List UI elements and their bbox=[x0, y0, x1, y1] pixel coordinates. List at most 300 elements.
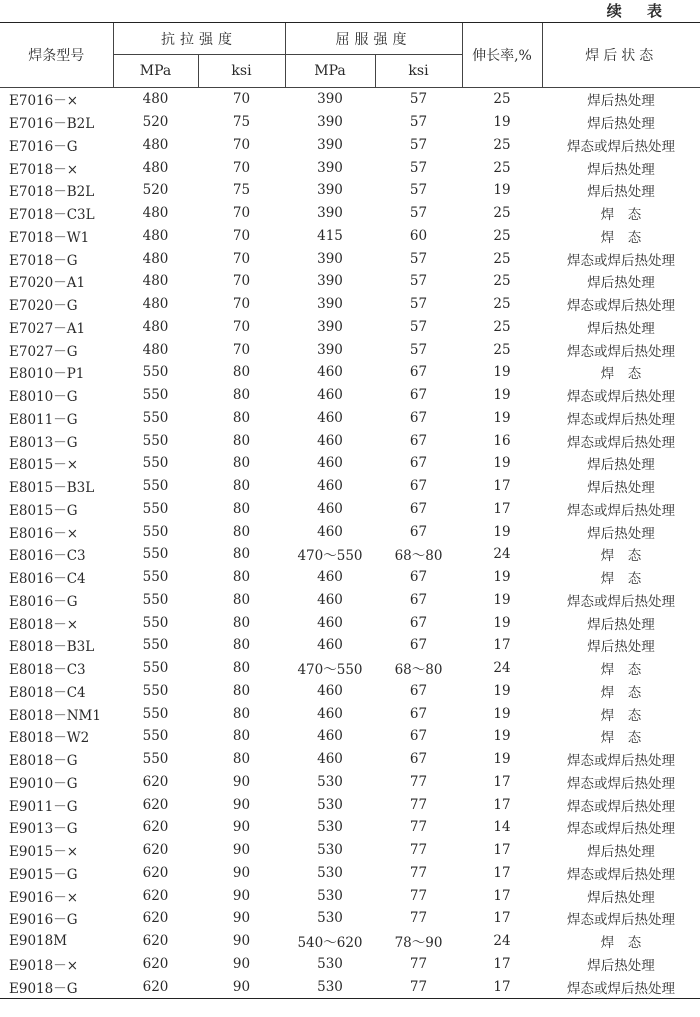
cell-state: 焊态或焊后热处理 bbox=[567, 798, 675, 815]
cell-yield-mpa: 460 bbox=[317, 728, 343, 745]
cell-model: E9010－G bbox=[9, 775, 78, 792]
cell-state: 焊 态 bbox=[600, 207, 642, 224]
cell-tensile-ksi: 70 bbox=[232, 227, 251, 244]
table-row bbox=[0, 225, 700, 248]
cell-state: 焊后热处理 bbox=[587, 889, 655, 906]
cell-yield-mpa: 530 bbox=[317, 842, 343, 859]
cell-state: 焊态或焊后热处理 bbox=[567, 411, 675, 428]
cell-tensile-mpa: 480 bbox=[142, 250, 169, 267]
cell-tensile-mpa: 550 bbox=[142, 455, 169, 472]
cell-yield-ksi: 68～80 bbox=[394, 662, 443, 679]
cell-model: E9016－G bbox=[9, 912, 78, 929]
cell-elongation: 19 bbox=[493, 614, 511, 631]
header-tensile-ksi: ksi bbox=[198, 55, 285, 88]
cell-tensile-mpa: 550 bbox=[142, 682, 169, 699]
table-row bbox=[0, 793, 700, 816]
cell-yield-ksi: 68～80 bbox=[394, 548, 443, 565]
cell-tensile-mpa: 550 bbox=[142, 523, 169, 540]
cell-elongation: 25 bbox=[493, 91, 511, 108]
cell-yield-ksi: 67 bbox=[409, 387, 428, 404]
cell-yield-ksi: 77 bbox=[409, 773, 428, 790]
cell-state: 焊后热处理 bbox=[587, 480, 655, 497]
cell-state: 焊后热处理 bbox=[587, 616, 655, 633]
cell-yield-mpa: 415 bbox=[317, 227, 343, 244]
table-row bbox=[0, 953, 700, 976]
cell-tensile-mpa: 620 bbox=[142, 773, 169, 790]
cell-model: E9015－× bbox=[9, 844, 79, 861]
cell-tensile-ksi: 70 bbox=[232, 91, 251, 108]
cell-tensile-ksi: 80 bbox=[232, 455, 251, 472]
cell-tensile-mpa: 550 bbox=[142, 569, 169, 586]
cell-model: E9018M bbox=[9, 933, 68, 950]
cell-yield-mpa: 460 bbox=[317, 751, 343, 768]
cell-tensile-ksi: 80 bbox=[232, 728, 251, 745]
cell-yield-mpa: 460 bbox=[317, 409, 343, 426]
cell-yield-mpa: 530 bbox=[317, 887, 343, 904]
cell-yield-mpa: 460 bbox=[317, 523, 343, 540]
cell-state: 焊态或焊后热处理 bbox=[567, 298, 675, 315]
table-row bbox=[0, 88, 700, 111]
cell-model: E8018－G bbox=[9, 753, 78, 770]
cell-elongation: 19 bbox=[493, 182, 511, 199]
table-row bbox=[0, 520, 700, 543]
cell-model: E8011－G bbox=[9, 411, 78, 428]
cell-yield-mpa: 530 bbox=[285, 975, 375, 998]
cell-elongation: 17 bbox=[462, 975, 542, 998]
cell-yield-mpa: 460 bbox=[317, 614, 343, 631]
table-row bbox=[0, 771, 700, 794]
table-row bbox=[0, 657, 700, 680]
cell-tensile-mpa: 550 bbox=[142, 637, 169, 654]
cell-tensile-ksi: 80 bbox=[232, 591, 251, 608]
cell-yield-ksi: 57 bbox=[409, 136, 428, 153]
table-row bbox=[0, 475, 700, 498]
cell-tensile-mpa: 620 bbox=[142, 864, 169, 881]
cell-yield-mpa: 540～620 bbox=[297, 935, 363, 952]
cell-yield-ksi: 67 bbox=[409, 751, 428, 768]
cell-elongation: 19 bbox=[493, 387, 511, 404]
cell-tensile-mpa: 480 bbox=[142, 159, 169, 176]
cell-elongation: 17 bbox=[493, 842, 511, 859]
cell-tensile-ksi: 70 bbox=[232, 296, 251, 313]
cell-state: 焊 态 bbox=[600, 684, 642, 701]
cell-yield-ksi: 67 bbox=[409, 523, 428, 540]
cell-tensile-ksi: 80 bbox=[232, 546, 251, 563]
cell-tensile-mpa: 550 bbox=[142, 409, 169, 426]
cell-elongation: 25 bbox=[493, 341, 511, 358]
properties-table bbox=[0, 22, 700, 999]
header-yield-ksi: ksi bbox=[375, 55, 462, 88]
cell-state: 焊 态 bbox=[600, 229, 642, 246]
table-row bbox=[0, 907, 700, 930]
cell-tensile-mpa: 620 bbox=[142, 796, 169, 813]
cell-tensile-ksi: 70 bbox=[232, 136, 251, 153]
header-yield-mpa: MPa bbox=[285, 55, 375, 88]
cell-model: E8013－G bbox=[9, 434, 78, 451]
cell-yield-mpa: 530 bbox=[317, 773, 343, 790]
cell-yield-ksi: 67 bbox=[409, 591, 428, 608]
cell-yield-ksi: 57 bbox=[409, 159, 428, 176]
cell-elongation: 17 bbox=[493, 796, 511, 813]
cell-model: E8018－W2 bbox=[9, 730, 90, 747]
cell-model: E7018－C3L bbox=[9, 207, 95, 224]
table-row bbox=[0, 839, 700, 862]
header-state: 焊后状态 bbox=[542, 23, 700, 88]
cell-elongation: 17 bbox=[493, 773, 511, 790]
cell-yield-mpa: 460 bbox=[317, 637, 343, 654]
cell-model: E7016－× bbox=[9, 93, 79, 110]
cell-elongation: 14 bbox=[493, 819, 511, 836]
cell-yield-mpa: 460 bbox=[317, 478, 343, 495]
cell-tensile-ksi: 70 bbox=[232, 205, 251, 222]
cell-elongation: 19 bbox=[493, 364, 511, 381]
table-row bbox=[0, 566, 700, 589]
cell-model: E8010－P1 bbox=[9, 366, 85, 383]
cell-model: E8016－C3 bbox=[9, 548, 86, 565]
cell-model: E9016－× bbox=[9, 889, 79, 906]
table-row bbox=[0, 407, 700, 430]
table-row bbox=[0, 543, 700, 566]
cell-model: E8015－G bbox=[9, 502, 78, 519]
cell-model: E8018－NM1 bbox=[9, 707, 101, 724]
cell-elongation: 25 bbox=[493, 296, 511, 313]
cell-yield-ksi: 67 bbox=[409, 637, 428, 654]
cell-yield-ksi: 77 bbox=[409, 955, 428, 972]
cell-yield-mpa: 390 bbox=[317, 205, 343, 222]
table-row bbox=[0, 498, 700, 521]
cell-tensile-mpa: 480 bbox=[142, 205, 169, 222]
table-row bbox=[0, 930, 700, 953]
cell-model: E8018－C3 bbox=[9, 662, 86, 679]
cell-tensile-ksi: 90 bbox=[232, 819, 251, 836]
cell-tensile-mpa: 520 bbox=[142, 182, 169, 199]
cell-tensile-ksi: 90 bbox=[232, 842, 251, 859]
cell-yield-mpa: 460 bbox=[317, 569, 343, 586]
cell-state: 焊后热处理 bbox=[587, 275, 655, 292]
cell-state: 焊 态 bbox=[600, 366, 642, 383]
cell-tensile-ksi: 80 bbox=[232, 387, 251, 404]
cell-state: 焊态或焊后热处理 bbox=[567, 343, 675, 360]
cell-yield-mpa: 530 bbox=[317, 796, 343, 813]
cell-model: E8015－× bbox=[9, 457, 79, 474]
cell-state: 焊态或焊后热处理 bbox=[567, 821, 675, 838]
cell-yield-ksi: 77 bbox=[409, 819, 428, 836]
cell-elongation: 16 bbox=[493, 432, 511, 449]
cell-elongation: 24 bbox=[493, 933, 511, 950]
cell-tensile-mpa: 620 bbox=[142, 819, 169, 836]
cell-yield-mpa: 530 bbox=[317, 819, 343, 836]
cell-yield-mpa: 460 bbox=[317, 591, 343, 608]
cell-elongation: 19 bbox=[493, 728, 511, 745]
table-row bbox=[0, 611, 700, 634]
cell-tensile-ksi: 90 bbox=[232, 955, 251, 972]
cell-state: 焊 态 bbox=[600, 935, 642, 952]
table-row bbox=[0, 384, 700, 407]
cell-state: 焊态或焊后热处理 bbox=[567, 866, 675, 883]
cell-model: E8015－B3L bbox=[9, 480, 95, 497]
cell-yield-mpa: 390 bbox=[317, 250, 343, 267]
cell-state: 焊 态 bbox=[600, 707, 642, 724]
cell-tensile-mpa: 480 bbox=[142, 136, 169, 153]
cell-tensile-mpa: 520 bbox=[142, 114, 169, 131]
cell-elongation: 19 bbox=[493, 591, 511, 608]
cell-tensile-mpa: 550 bbox=[142, 387, 169, 404]
cell-yield-ksi: 77 bbox=[409, 796, 428, 813]
cell-elongation: 19 bbox=[493, 523, 511, 540]
cell-model: E8018－B3L bbox=[9, 639, 95, 656]
cell-model: E8018－× bbox=[9, 616, 79, 633]
cell-model: E9018－G bbox=[0, 975, 113, 998]
cell-elongation: 24 bbox=[493, 660, 511, 677]
cell-tensile-mpa: 550 bbox=[142, 478, 169, 495]
table-row bbox=[0, 680, 700, 703]
cell-state: 焊态或焊后热处理 bbox=[567, 753, 675, 770]
table-row bbox=[0, 156, 700, 179]
table-body bbox=[0, 88, 700, 999]
table-row bbox=[0, 316, 700, 339]
cell-tensile-mpa: 480 bbox=[142, 341, 169, 358]
header-elongation: 伸长率,% bbox=[462, 23, 542, 88]
cell-elongation: 17 bbox=[493, 864, 511, 881]
cell-model: E9011－G bbox=[9, 798, 78, 815]
table-row bbox=[0, 247, 700, 270]
cell-state: 焊态或焊后热处理 bbox=[567, 502, 675, 519]
table-row bbox=[0, 589, 700, 612]
cell-tensile-ksi: 90 bbox=[232, 933, 251, 950]
cell-tensile-mpa: 620 bbox=[142, 910, 169, 927]
cell-yield-ksi: 57 bbox=[409, 318, 428, 335]
cell-tensile-mpa: 550 bbox=[142, 364, 169, 381]
cell-model: E7020－A1 bbox=[9, 275, 86, 292]
cell-tensile-ksi: 70 bbox=[232, 250, 251, 267]
cell-model: E8016－C4 bbox=[9, 571, 86, 588]
table-row bbox=[0, 361, 700, 384]
cell-tensile-ksi: 80 bbox=[232, 569, 251, 586]
cell-yield-ksi: 67 bbox=[409, 478, 428, 495]
cell-tensile-mpa: 480 bbox=[142, 296, 169, 313]
cell-elongation: 17 bbox=[493, 887, 511, 904]
cell-yield-mpa: 390 bbox=[317, 341, 343, 358]
table-row bbox=[0, 975, 700, 998]
cell-yield-mpa: 460 bbox=[317, 500, 343, 517]
cell-yield-ksi: 57 bbox=[409, 114, 428, 131]
continued-label: 续 表 bbox=[606, 2, 672, 20]
cell-yield-ksi: 67 bbox=[409, 682, 428, 699]
cell-tensile-mpa: 550 bbox=[142, 660, 169, 677]
cell-yield-mpa: 470～550 bbox=[297, 662, 363, 679]
cell-elongation: 17 bbox=[493, 637, 511, 654]
cell-elongation: 25 bbox=[493, 273, 511, 290]
table-row bbox=[0, 202, 700, 225]
cell-yield-ksi: 57 bbox=[409, 273, 428, 290]
cell-yield-ksi: 67 bbox=[409, 364, 428, 381]
cell-yield-ksi: 67 bbox=[409, 728, 428, 745]
header-yield: 屈服强度 bbox=[285, 23, 462, 55]
cell-yield-ksi: 67 bbox=[409, 455, 428, 472]
cell-tensile-ksi: 90 bbox=[232, 887, 251, 904]
cell-model: E7027－A1 bbox=[9, 320, 86, 337]
cell-tensile-mpa: 480 bbox=[142, 227, 169, 244]
table-row bbox=[0, 725, 700, 748]
table-row bbox=[0, 134, 700, 157]
cell-yield-mpa: 460 bbox=[317, 387, 343, 404]
cell-yield-ksi: 78～90 bbox=[394, 935, 443, 952]
cell-state: 焊态或焊后热处理 bbox=[567, 252, 675, 269]
cell-yield-ksi: 77 bbox=[409, 842, 428, 859]
cell-tensile-mpa: 550 bbox=[142, 705, 169, 722]
cell-state: 焊后热处理 bbox=[587, 93, 655, 110]
table-row bbox=[0, 816, 700, 839]
cell-tensile-ksi: 90 bbox=[232, 864, 251, 881]
cell-model: E7020－G bbox=[9, 298, 78, 315]
cell-tensile-mpa: 480 bbox=[142, 273, 169, 290]
cell-yield-mpa: 460 bbox=[317, 455, 343, 472]
cell-yield-ksi: 67 bbox=[409, 432, 428, 449]
cell-elongation: 19 bbox=[493, 455, 511, 472]
cell-tensile-ksi: 90 bbox=[232, 796, 251, 813]
cell-tensile-ksi: 80 bbox=[232, 637, 251, 654]
cell-tensile-ksi: 80 bbox=[232, 682, 251, 699]
cell-yield-ksi: 60 bbox=[409, 227, 428, 244]
cell-tensile-ksi: 80 bbox=[232, 364, 251, 381]
cell-state: 焊后热处理 bbox=[587, 639, 655, 656]
cell-yield-ksi: 57 bbox=[409, 250, 428, 267]
cell-yield-mpa: 390 bbox=[317, 296, 343, 313]
cell-tensile-ksi: 80 bbox=[232, 614, 251, 631]
cell-tensile-mpa: 550 bbox=[142, 546, 169, 563]
cell-tensile-mpa: 550 bbox=[142, 728, 169, 745]
table-row bbox=[0, 270, 700, 293]
cell-tensile-mpa: 480 bbox=[142, 318, 169, 335]
table-row bbox=[0, 429, 700, 452]
cell-yield-ksi: 57 bbox=[409, 205, 428, 222]
cell-tensile-ksi: 80 bbox=[232, 409, 251, 426]
cell-state: 焊 态 bbox=[600, 662, 642, 679]
cell-state: 焊后热处理 bbox=[587, 844, 655, 861]
cell-elongation: 25 bbox=[493, 318, 511, 335]
cell-yield-mpa: 530 bbox=[317, 910, 343, 927]
cell-yield-ksi: 57 bbox=[409, 341, 428, 358]
cell-yield-mpa: 460 bbox=[317, 432, 343, 449]
cell-model: E9015－G bbox=[9, 866, 78, 883]
cell-tensile-mpa: 550 bbox=[142, 614, 169, 631]
cell-state: 焊后热处理 bbox=[587, 320, 655, 337]
cell-tensile-ksi: 80 bbox=[232, 523, 251, 540]
cell-elongation: 19 bbox=[493, 409, 511, 426]
cell-tensile-mpa: 620 bbox=[142, 955, 169, 972]
cell-yield-mpa: 460 bbox=[317, 682, 343, 699]
cell-tensile-ksi: 80 bbox=[232, 705, 251, 722]
cell-yield-ksi: 77 bbox=[409, 864, 428, 881]
cell-state: 焊后热处理 bbox=[587, 161, 655, 178]
table-row bbox=[0, 111, 700, 134]
cell-tensile-mpa: 480 bbox=[142, 91, 169, 108]
table-row bbox=[0, 452, 700, 475]
cell-elongation: 25 bbox=[493, 159, 511, 176]
cell-state: 焊态或焊后热处理 bbox=[567, 775, 675, 792]
cell-tensile-ksi: 80 bbox=[232, 432, 251, 449]
cell-tensile-ksi: 75 bbox=[232, 182, 251, 199]
cell-state: 焊 态 bbox=[600, 730, 642, 747]
cell-tensile-ksi: 90 bbox=[232, 773, 251, 790]
cell-elongation: 25 bbox=[493, 227, 511, 244]
cell-yield-mpa: 460 bbox=[317, 705, 343, 722]
header-tensile-mpa: MPa bbox=[113, 55, 198, 88]
cell-yield-ksi: 57 bbox=[409, 91, 428, 108]
cell-tensile-ksi: 70 bbox=[232, 273, 251, 290]
cell-yield-mpa: 390 bbox=[317, 182, 343, 199]
cell-yield-ksi: 67 bbox=[409, 705, 428, 722]
cell-yield-mpa: 470～550 bbox=[297, 548, 363, 565]
cell-tensile-ksi: 75 bbox=[232, 114, 251, 131]
cell-elongation: 25 bbox=[493, 136, 511, 153]
cell-model: E8016－G bbox=[9, 593, 78, 610]
table-row bbox=[0, 884, 700, 907]
cell-yield-ksi: 67 bbox=[409, 569, 428, 586]
cell-yield-mpa: 390 bbox=[317, 159, 343, 176]
cell-yield-mpa: 390 bbox=[317, 273, 343, 290]
cell-model: E7018－× bbox=[9, 161, 79, 178]
cell-elongation: 17 bbox=[493, 955, 511, 972]
cell-model: E8010－G bbox=[9, 389, 78, 406]
cell-elongation: 19 bbox=[493, 705, 511, 722]
cell-yield-mpa: 460 bbox=[317, 364, 343, 381]
cell-yield-mpa: 390 bbox=[317, 114, 343, 131]
cell-yield-ksi: 57 bbox=[409, 182, 428, 199]
cell-yield-mpa: 530 bbox=[317, 864, 343, 881]
cell-model: E7016－G bbox=[9, 138, 78, 155]
table-row bbox=[0, 702, 700, 725]
cell-tensile-mpa: 620 bbox=[113, 975, 198, 998]
cell-model: E9018－× bbox=[9, 957, 79, 974]
cell-state: 焊后热处理 bbox=[587, 457, 655, 474]
cell-tensile-mpa: 620 bbox=[142, 933, 169, 950]
cell-elongation: 17 bbox=[493, 910, 511, 927]
table-row bbox=[0, 293, 700, 316]
cell-model: E7016－B2L bbox=[9, 116, 95, 133]
cell-state: 焊后热处理 bbox=[587, 525, 655, 542]
cell-tensile-mpa: 620 bbox=[142, 842, 169, 859]
cell-tensile-ksi: 80 bbox=[232, 478, 251, 495]
cell-state: 焊态或焊后热处理 bbox=[567, 389, 675, 406]
cell-state: 焊态或焊后热处理 bbox=[567, 912, 675, 929]
cell-tensile-mpa: 550 bbox=[142, 751, 169, 768]
cell-model: E7018－G bbox=[9, 252, 78, 269]
cell-state: 焊后热处理 bbox=[587, 116, 655, 133]
cell-model: E7018－W1 bbox=[9, 229, 90, 246]
cell-elongation: 17 bbox=[493, 500, 511, 517]
cell-yield-ksi: 77 bbox=[409, 887, 428, 904]
cell-state: 焊态或焊后热处理 bbox=[542, 975, 700, 998]
table-row bbox=[0, 338, 700, 361]
cell-elongation: 19 bbox=[493, 114, 511, 131]
table-row bbox=[0, 748, 700, 771]
cell-model: E8018－C4 bbox=[9, 684, 86, 701]
cell-yield-mpa: 390 bbox=[317, 136, 343, 153]
cell-yield-mpa: 390 bbox=[317, 91, 343, 108]
cell-tensile-mpa: 550 bbox=[142, 500, 169, 517]
cell-state: 焊后热处理 bbox=[587, 957, 655, 974]
cell-tensile-ksi: 70 bbox=[232, 159, 251, 176]
table-row bbox=[0, 862, 700, 885]
cell-tensile-ksi: 90 bbox=[198, 975, 285, 998]
cell-state: 焊态或焊后热处理 bbox=[567, 138, 675, 155]
cell-tensile-ksi: 80 bbox=[232, 751, 251, 768]
cell-yield-ksi: 77 bbox=[409, 910, 428, 927]
cell-tensile-ksi: 90 bbox=[232, 910, 251, 927]
cell-yield-ksi: 77 bbox=[375, 975, 462, 998]
cell-tensile-mpa: 550 bbox=[142, 591, 169, 608]
